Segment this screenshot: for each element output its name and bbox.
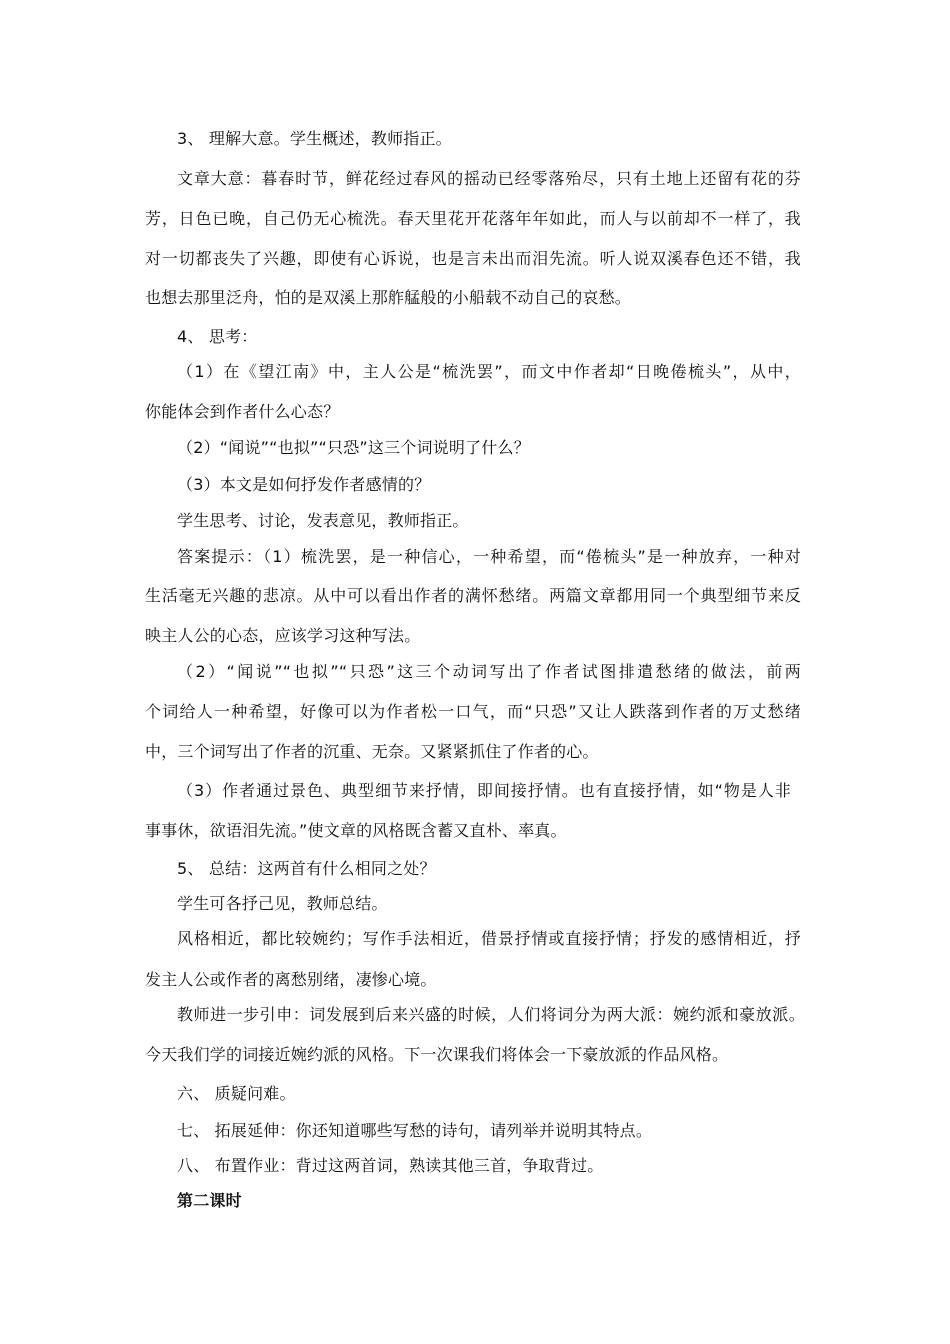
answer-3-line-2: 事事休，欲语泪先流。”使文章的风格既含蓄又直朴、率真。 — [145, 821, 567, 840]
summary-line-2: 芳，日色已晚，自己仍无心梳洗。春天里花开花落年年如此，而人与以前却不一样了，我 — [145, 209, 801, 228]
summary-line-1: 文章大意：暮春时节，鲜花经过春风的摇动已经零落殆尽，只有土地上还留有花的芬 — [177, 169, 801, 188]
style-similar-line-1: 风格相近，都比较婉约；写作手法相近，借景抒情或直接抒情；抒发的感情相近，抒 — [177, 929, 801, 948]
question-1-line-1: （1）在《望江南》中，主人公是“梳洗罢”，而文中作者却“日晚倦梳头”，从中， — [177, 362, 801, 381]
summary-line-4: 也想去那里泛舟，怕的是双溪上那舴艋般的小船载不动自己的哀愁。 — [145, 288, 632, 307]
question-3: （3）本文是如何抒发作者感情的？ — [177, 475, 431, 494]
answer-2-line-1: （2）“闻说”“也拟”“只恐”这三个动词写出了作者试图排遣愁绪的做法，前两 — [177, 662, 801, 681]
answer-2-line-3: 中，三个词写出了作者的沉重、无奈。又紧紧抓住了作者的心。 — [145, 742, 599, 761]
teacher-extension-line-1: 教师进一步引申：词发展到后来兴盛的时候，人们将词分为两大派：婉约派和豪放派。 — [177, 1005, 805, 1024]
item-5-summary: 5、 总结：这两首有什么相同之处？ — [177, 859, 436, 878]
item-4-think: 4、 思考： — [177, 327, 258, 346]
teacher-extension-line-2: 今天我们学的词接近婉约派的风格。下一次课我们将体会一下豪放派的作品风格。 — [145, 1045, 729, 1064]
item-8-homework: 八、 布置作业：背过这两首词，熟读其他三首，争取背过。 — [177, 1156, 604, 1175]
students-express: 学生可各抒己见，教师总结。 — [177, 894, 388, 913]
question-2: （2）“闻说”“也拟”“只恐”这三个词说明了什么？ — [177, 438, 530, 457]
item-7-extension: 七、 拓展延伸：你还知道哪些写愁的诗句，请列举并说明其特点。 — [177, 1121, 653, 1140]
students-discuss: 学生思考、讨论，发表意见，教师指正。 — [177, 511, 469, 530]
question-1-line-2: 你能体会到作者什么心态？ — [145, 402, 340, 421]
second-lesson-heading: 第二课时 — [177, 1191, 242, 1210]
answer-3-line-1: （3）作者通过景色、典型细节来抒情，即间接抒情。也有直接抒情，如“物是人非 — [177, 781, 791, 800]
answer-1-line-2: 生活毫无兴趣的悲凉。从中可以看出作者的满怀愁绪。两篇文章都用同一个典型细节来反 — [145, 586, 801, 605]
style-similar-line-2: 发主人公或作者的离愁别绪，凄惨心境。 — [145, 970, 437, 989]
answer-2-line-2: 个词给人一种希望，好像可以为作者松一口气，而“只恐”又让人跌落到作者的万丈愁绪 — [145, 702, 801, 721]
summary-line-3: 对一切都丧失了兴趣，即使有心诉说，也是言未出而泪先流。听人说双溪春色还不错，我 — [145, 249, 801, 268]
item-6-questions: 六、 质疑问难。 — [177, 1084, 296, 1103]
answer-1-line-3: 映主人公的心态，应该学习这种写法。 — [145, 626, 421, 645]
answer-1-line-1: 答案提示：（1）梳洗罢，是一种信心，一种希望，而“倦梳头”是一种放弃，一种对 — [177, 547, 801, 566]
item-3-understand-meaning: 3、 理解大意。学生概述，教师指正。 — [177, 129, 452, 148]
